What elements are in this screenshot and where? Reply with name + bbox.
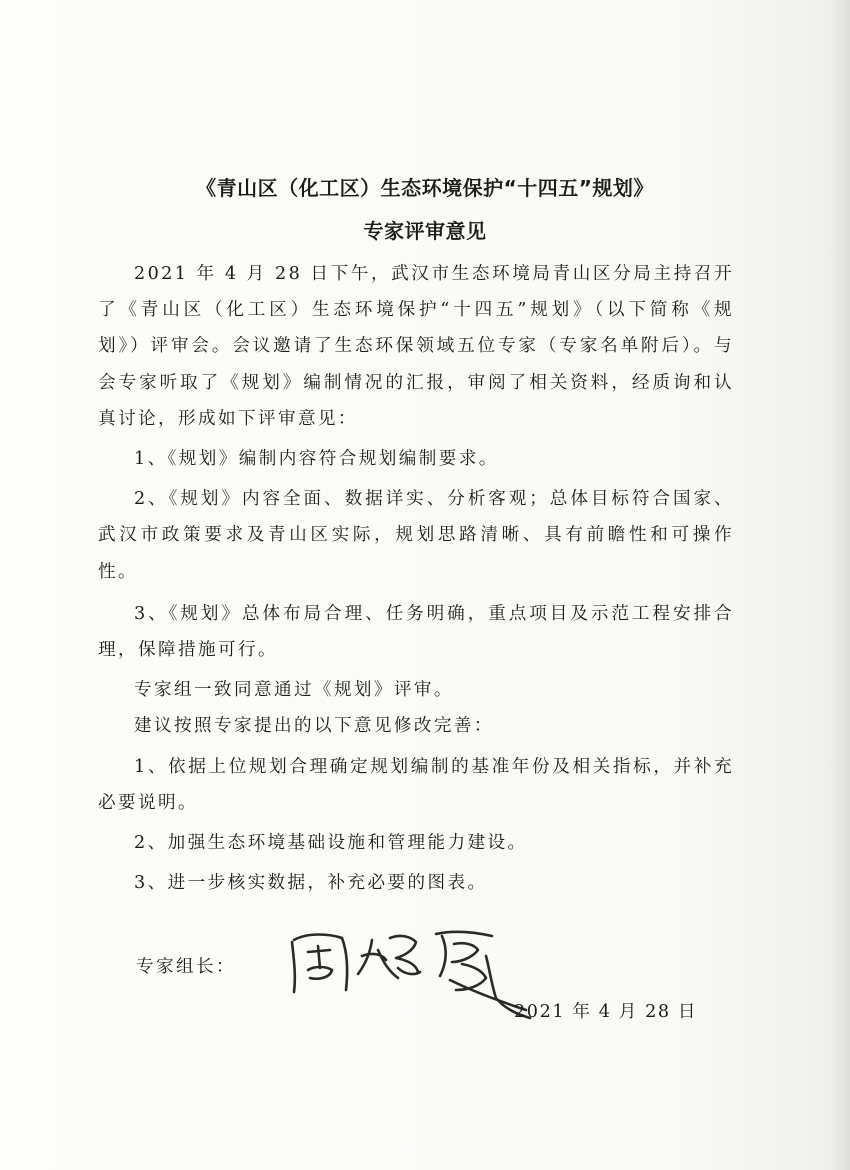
document-body xyxy=(98,256,734,901)
opinion-item-1: 1、《规划》编制内容符合规划编制要求。 xyxy=(134,449,499,470)
suggestion-item-2: 2、加强生态环境基础设施和管理能力建设。 xyxy=(134,833,528,854)
suggestion-item-3: 3、进一步核实数据，补充必要的图表。 xyxy=(134,873,488,894)
intro-paragraph: 2021 年 4 月 28 日下午，武汉市生态环境局青山区分局主持召开了《青山区（化工区）生态环境保护“十四五”规划》（以下简称《规划》）评审会。会议邀请了生态环保领域五位专家（专家名单附后）。与会专家听取了《规划》编制情况的汇报，审阅了相关资料，经质询和认真讨论，形成如下评审意见： xyxy=(98,264,734,429)
document-title: 《青山区（化工区）生态环境保护“十四五”规划》 xyxy=(196,176,654,200)
opinion-item-3: 3、《规划》总体布局合理、任务明确，重点项目及示范工程安排合理，保障措施可行。 xyxy=(98,603,734,661)
opinion-item-2: 2、《规划》内容全面、数据详实、分析客观；总体目标符合国家、武汉市政策要求及青山区实际，规划思路清晰、具有前瞻性和可操作性。 xyxy=(98,489,734,582)
signer-label: 专家组长： xyxy=(136,957,236,977)
document-subtitle: 专家评审意见 xyxy=(363,219,487,243)
handwritten-signature xyxy=(278,920,538,1030)
suggestion-intro: 建议按照专家提出的以下意见修改完善： xyxy=(134,716,494,737)
approval-statement: 专家组一致同意通过《规划》评审。 xyxy=(134,680,454,701)
signature-date: 2021 年 4 月 28 日 xyxy=(514,1002,698,1022)
suggestion-item-1: 1、依据上位规划合理确定规划编制的基准年份及相关指标，并补充必要说明。 xyxy=(98,756,734,813)
